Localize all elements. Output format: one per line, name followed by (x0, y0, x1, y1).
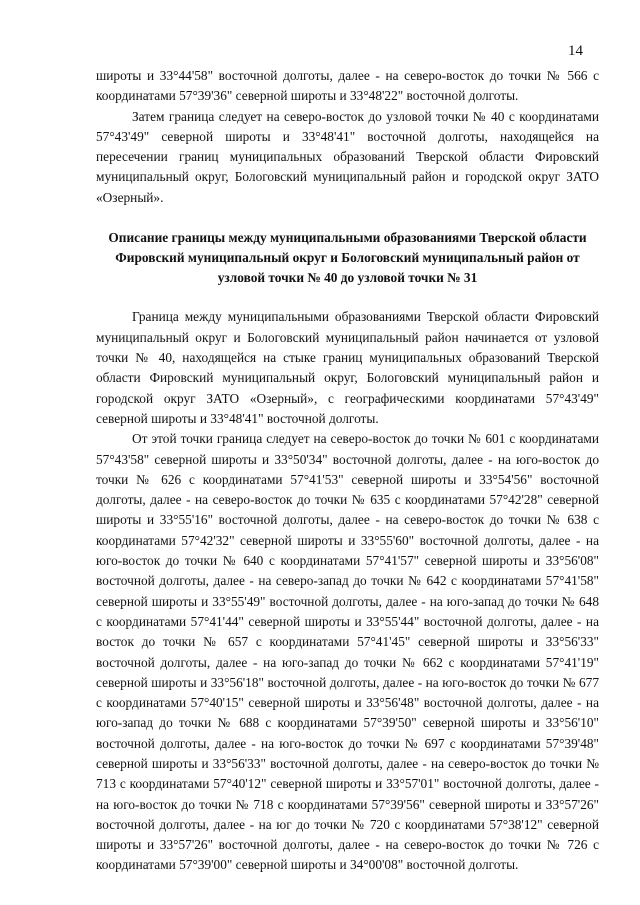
paragraph-continuation: широты и 33°44'58" восточной долготы, далее - на северо-восток до точки № 566 с координатами 57°39'36" северной широты и 33°48'22" восточной долготы. (96, 68, 599, 104)
section-paragraph-start: Граница между муниципальными образованиями Тверской области Фировский муниципальный округ и Бологовский муниципальный район начинается от узловой точки № 40, находящейся на стыке границ муниципальных образований Тверской области Фировский муниципальный округ, Бологовский муниципальный район и городской округ ЗАТО «Озерный», с географическими координатами 57°43'49" северной широты и 33°48'41" восточной долготы. (96, 309, 599, 426)
paragraph-boundary-node-40: Затем граница следует на северо-восток до узловой точки № 40 с координатами 57°43'49" северной широты и 33°48'41" восточной долготы, находящейся на пересечении границ муниципальных образований Тверской области Фировский муниципальный округ, Бологовский муниципальный район и городской округ ЗАТО «Озерный». (96, 108, 599, 205)
page-number: 14 (568, 43, 583, 59)
document-body (96, 66, 599, 876)
section-paragraph-route: От этой точки граница следует на северо-восток до точки № 601 с координатами 57°43'58" северной широты и 33°50'34" восточной долготы, далее - на юго-восток до точки № 626 с координатами 57°41'53" северной широты и 33°54'56" восточной долготы, далее - на северо-восток до точки № 635 с координатами 57°42'28" северной широты и 33°55'16" восточной долготы, далее - на северо-восток до точки № 638 с координатами 57°42'32" северной широты и 33°55'60" восточной долготы, далее - на юго-восток до точки № 640 с координатами 57°41'57" северной широты и 33°56'08" восточной долготы, далее - на северо-запад до точки № 642 с координатами 57°41'58" северной широты и 33°55'49" восточной долготы, далее - на юго-запад до точки № 648 с координатами 57°41'44" северной широты и 33°55'44" восточной долготы, далее - на восток до точки № 657 с координатами 57°41'45" северной широты и 33°56'33" восточной долготы, далее - на юго-запад до точки № 662 с координатами 57°41'19" северной широты и 33°56'18" восточной долготы, далее - на юго-восток до точки № 677 с координатами 57°40'15" северной широты и 33°56'48" восточной долготы, далее - на юго-запад до точки № 688 с координатами 57°39'50" северной широты и 33°56'10" восточной долготы, далее - на юго-восток до точки № 697 с координатами 57°39'48" северной широты и 33°56'33" восточной долготы, далее - на северо-восток до точки № 713 с координатами 57°40'12" северной широты и 33°57'01" восточной долготы, далее - на юго-восток до точки № 718 с координатами 57°39'56" северной широты и 33°57'26" восточной долготы, далее - на юг до точки № 720 с координатами 57°38'12" северной широты и 33°57'26" восточной долготы, далее - на северо-восток до точки № 726 с координатами 57°39'00" северной широты и 34°00'08" восточной долготы. (96, 431, 599, 873)
section-heading: Описание границы между муниципальными образованиями Тверской области Фировский муниципальный округ и Бологовский муниципальный район от узловой точки № 40 до узловой точки № 31 (108, 230, 587, 285)
